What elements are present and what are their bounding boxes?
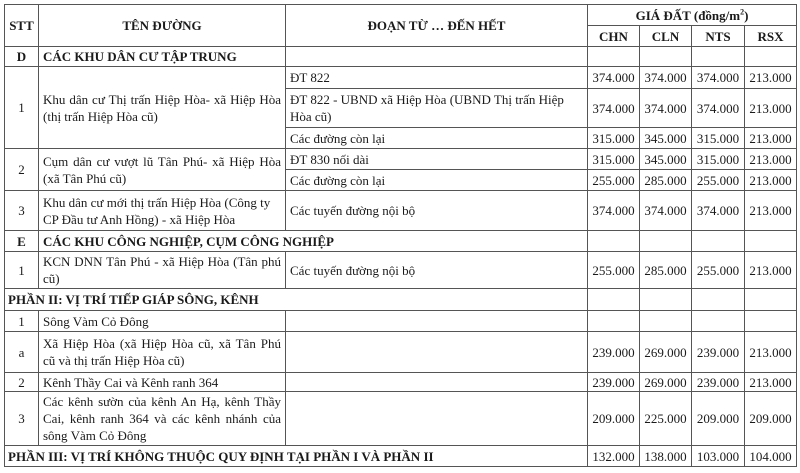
- table-row: [5, 252, 797, 289]
- row-stt: 3: [5, 191, 39, 231]
- row-stt: a: [5, 332, 39, 373]
- header-gia-dat-label: GIÁ ĐẤT (đồng/m: [635, 7, 741, 23]
- price-cln: 374.000: [640, 89, 692, 128]
- price-rsx: 213.000: [745, 128, 797, 149]
- price-nts: 315.000: [692, 149, 745, 170]
- price-chn: [588, 311, 640, 332]
- price-rsx: 213.000: [745, 252, 797, 289]
- price-chn: 209.000: [588, 392, 640, 446]
- price-nts: 374.000: [692, 191, 745, 231]
- section-title: CÁC KHU CÔNG NGHIỆP, CỤM CÔNG NGHIỆP: [39, 231, 588, 252]
- row-doan: Các tuyến đường nội bộ: [286, 191, 588, 231]
- price-nts: 315.000: [692, 128, 745, 149]
- price-chn: 255.000: [588, 170, 640, 191]
- header-rsx: RSX: [745, 26, 797, 47]
- row-stt: 3: [5, 392, 39, 446]
- price-chn: 132.000: [588, 446, 640, 467]
- section-row: [5, 231, 797, 252]
- row-name: KCN DNN Tân Phú - xã Hiệp Hòa (Tân phú cũ): [39, 252, 286, 289]
- row-doan: ĐT 822: [286, 67, 588, 89]
- row-doan: Các tuyến đường nội bộ: [286, 252, 588, 289]
- row-stt: 1: [5, 67, 39, 149]
- table-row: [5, 392, 797, 446]
- header-doan-tu: ĐOẠN TỪ … ĐẾN HẾT: [286, 5, 588, 47]
- price-rsx: [745, 311, 797, 332]
- table-row: [5, 311, 797, 332]
- price-chn: 315.000: [588, 128, 640, 149]
- row-name: Sông Vàm Cỏ Đông: [39, 311, 286, 332]
- price-cln: 374.000: [640, 191, 692, 231]
- row-doan: ĐT 822 - UBND xã Hiệp Hòa (UBND Thị trấn Hiệp Hòa cũ): [286, 89, 588, 128]
- header-chn: CHN: [588, 26, 640, 47]
- price-nts: [692, 311, 745, 332]
- price-cln: 225.000: [640, 392, 692, 446]
- price-rsx: 213.000: [745, 67, 797, 89]
- price-chn: 374.000: [588, 191, 640, 231]
- table-row: [5, 149, 797, 170]
- header-gia-dat-sup: 2: [740, 7, 745, 17]
- price-nts: 255.000: [692, 252, 745, 289]
- price-cln: 374.000: [640, 67, 692, 89]
- row-name: Xã Hiệp Hòa (xã Hiệp Hòa cũ, xã Tân Phú cũ và thị trấn Hiệp Hòa cũ): [39, 332, 286, 373]
- price-nts: 374.000: [692, 89, 745, 128]
- section-title: CÁC KHU DÂN CƯ TẬP TRUNG: [39, 47, 286, 67]
- price-rsx: 209.000: [745, 392, 797, 446]
- row-doan: Các đường còn lại: [286, 170, 588, 191]
- price-cln: 285.000: [640, 252, 692, 289]
- price-chn: 239.000: [588, 373, 640, 392]
- section-row: [5, 47, 797, 67]
- price-rsx: 213.000: [745, 170, 797, 191]
- price-nts: 374.000: [692, 67, 745, 89]
- section-stt: E: [5, 231, 39, 252]
- price-cln: [640, 311, 692, 332]
- row-stt: 1: [5, 252, 39, 289]
- row-name: Cụm dân cư vượt lũ Tân Phú- xã Hiệp Hòa (xã Tân Phú cũ): [39, 149, 286, 191]
- price-rsx: 104.000: [745, 446, 797, 467]
- row-name: Khu dân cư Thị trấn Hiệp Hòa- xã Hiệp Hòa (thị trấn Hiệp Hòa cũ): [39, 67, 286, 149]
- price-rsx: 213.000: [745, 89, 797, 128]
- price-cln: 138.000: [640, 446, 692, 467]
- price-chn: 315.000: [588, 149, 640, 170]
- price-chn: 374.000: [588, 67, 640, 89]
- header-gia-dat: [588, 5, 797, 26]
- price-rsx: 213.000: [745, 332, 797, 373]
- price-chn: 239.000: [588, 332, 640, 373]
- section-stt: D: [5, 47, 39, 67]
- part-row: [5, 446, 797, 467]
- part-title: PHẦN III: VỊ TRÍ KHÔNG THUỘC QUY ĐỊNH TẠI PHẦN I VÀ PHẦN II: [5, 446, 588, 467]
- table-row: [5, 332, 797, 373]
- price-nts: 255.000: [692, 170, 745, 191]
- price-cln: 269.000: [640, 332, 692, 373]
- header-ten-duong: TÊN ĐƯỜNG: [39, 5, 286, 47]
- row-stt: 2: [5, 149, 39, 191]
- price-cln: 345.000: [640, 128, 692, 149]
- header-cln: CLN: [640, 26, 692, 47]
- table-row: [5, 67, 797, 89]
- header-stt: STT: [5, 5, 39, 47]
- row-name: Kênh Thầy Cai và Kênh ranh 364: [39, 373, 286, 392]
- table-row: [5, 191, 797, 231]
- price-chn: 255.000: [588, 252, 640, 289]
- row-stt: 2: [5, 373, 39, 392]
- price-nts: 209.000: [692, 392, 745, 446]
- price-cln: 269.000: [640, 373, 692, 392]
- row-name: Khu dân cư mới thị trấn Hiệp Hòa (Công ty CP Đầu tư Anh Hồng) - xã Hiệp Hòa: [39, 191, 286, 231]
- price-rsx: 213.000: [745, 373, 797, 392]
- price-nts: 103.000: [692, 446, 745, 467]
- part-title: PHẦN II: VỊ TRÍ TIẾP GIÁP SÔNG, KÊNH: [5, 289, 588, 311]
- table-row: [5, 373, 797, 392]
- row-doan: ĐT 830 nối dài: [286, 149, 588, 170]
- row-doan: Các đường còn lại: [286, 128, 588, 149]
- part-row: [5, 289, 797, 311]
- price-nts: 239.000: [692, 373, 745, 392]
- row-name: Các kênh sườn của kênh An Hạ, kênh Thầy Cai, kênh ranh 364 và các kênh nhánh của sông Vàm Cỏ Đông: [39, 392, 286, 446]
- header-nts: NTS: [692, 26, 745, 47]
- land-price-table: [4, 4, 797, 467]
- price-nts: 239.000: [692, 332, 745, 373]
- price-rsx: 213.000: [745, 191, 797, 231]
- price-rsx: 213.000: [745, 149, 797, 170]
- price-chn: 374.000: [588, 89, 640, 128]
- row-stt: 1: [5, 311, 39, 332]
- price-cln: 345.000: [640, 149, 692, 170]
- header-gia-dat-close: ): [744, 7, 749, 23]
- price-cln: 285.000: [640, 170, 692, 191]
